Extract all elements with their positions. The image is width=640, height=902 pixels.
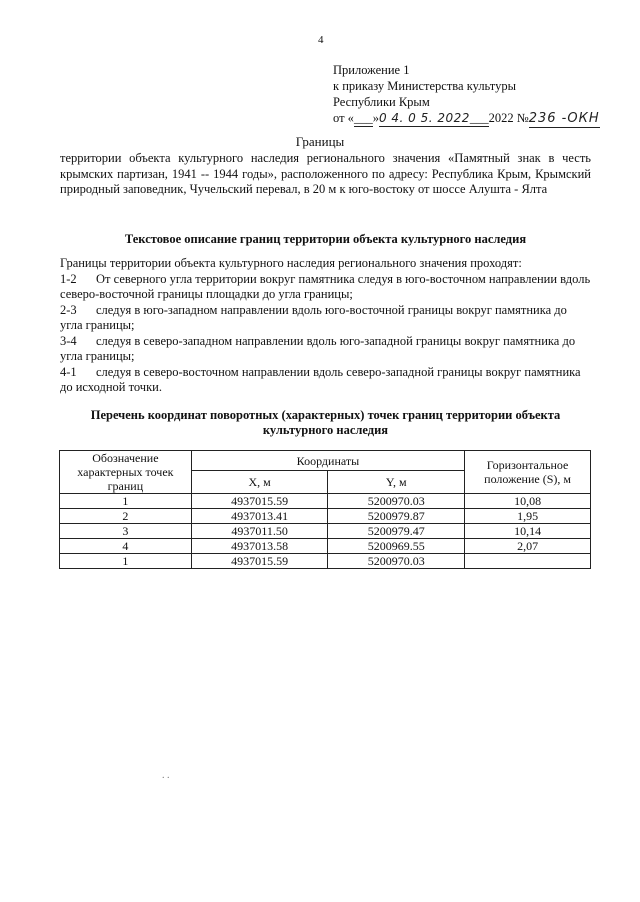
cell-point: 2 <box>60 509 192 524</box>
table-row <box>60 554 591 569</box>
segment-text: От северного угла территории вокруг памятника следуя в юго-восточном направлении вдоль северо-восточной границы площадки до угла границы; <box>60 271 591 301</box>
boundary-item <box>60 303 591 334</box>
cell-distance: 10,08 <box>465 494 591 509</box>
boundary-item <box>60 272 591 303</box>
segment-label: 1-2 <box>60 271 77 286</box>
cell-point: 4 <box>60 539 192 554</box>
table-row <box>60 539 591 554</box>
cell-distance: 10,14 <box>465 524 591 539</box>
table-row <box>60 494 591 509</box>
cell-x: 4937013.58 <box>191 539 328 554</box>
appendix-block <box>333 62 600 128</box>
appendix-line-1: Приложение 1 <box>333 63 410 77</box>
appendix-line-2: к приказу Министерства культуры <box>333 79 516 93</box>
cell-x: 4937013.41 <box>191 509 328 524</box>
header-coordinates: Координаты <box>191 451 464 471</box>
date-mid: » <box>372 111 379 125</box>
header-x: X, м <box>191 471 328 494</box>
segment-label: 4-1 <box>60 364 77 379</box>
cell-distance <box>465 554 591 569</box>
cell-point: 3 <box>60 524 192 539</box>
section-heading-line-2: культурного наследия <box>262 423 389 437</box>
scan-marks: . . <box>162 770 170 781</box>
table-row <box>60 524 591 539</box>
date-prefix: от « <box>333 111 354 125</box>
cell-x: 4937015.59 <box>191 494 328 509</box>
header-distance: Горизонтальное положение (S), м <box>465 451 591 494</box>
boundary-lead: Границы территории объекта культурного наследия регионального значения проходят: <box>60 256 522 270</box>
date-blank: ___ <box>469 111 489 125</box>
boundary-item <box>60 365 591 396</box>
table-row <box>60 509 591 524</box>
cell-y: 5200970.03 <box>328 494 465 509</box>
segment-label: 2-3 <box>60 302 77 317</box>
header-y: Y, м <box>328 471 465 494</box>
segment-text: следуя в северо-восточном направлении вдоль северо-западной границы вокруг памятника до исходной точки. <box>60 364 581 394</box>
cell-point: 1 <box>60 494 192 509</box>
handwritten-order-number: 236 -ОКН <box>528 111 600 126</box>
document-title: Границы <box>295 134 345 149</box>
segment-text: следуя в северо-западном направлении вдоль юго-западной границы вокруг памятника до угла границы; <box>60 333 576 363</box>
boundary-description <box>60 256 591 396</box>
section-heading-line-1: Перечень координат поворотных (характерных) точек границ территории объекта <box>90 408 561 422</box>
cell-y: 5200979.47 <box>328 524 465 539</box>
cell-y: 5200969.55 <box>328 539 465 554</box>
segment-label: 3-4 <box>60 333 77 348</box>
cell-point: 1 <box>60 554 192 569</box>
appendix-line-3: Республики Крым <box>333 95 430 109</box>
header-points: Обозначение характерных точек границ <box>60 451 192 494</box>
object-description: территории объекта культурного наследия регионального значения «Памятный знак в честь крымских партизан, 1941 -- 1944 годы», расположенного по адресу: Республика Крым, Крымский природный заповедник, Чучельский перевал, в 20 м к юго-востоку от шоссе Алушта - Ялта <box>60 151 591 196</box>
year-number-label: 2022 № <box>488 111 529 125</box>
cell-y: 5200979.87 <box>328 509 465 524</box>
coordinates-table <box>59 450 591 569</box>
handwritten-date: 0 4. 0 5. 2022 <box>378 111 470 125</box>
cell-x: 4937011.50 <box>191 524 328 539</box>
appendix-date-line <box>333 110 600 128</box>
segment-text: следуя в юго-западном направлении вдоль юго-восточной границы вокруг памятника до угла границы; <box>60 302 567 332</box>
section-heading-text-description: Текстовое описание границ территории объекта культурного наследия <box>124 232 527 246</box>
cell-y: 5200970.03 <box>328 554 465 569</box>
date-day-blank: ___ <box>353 111 373 125</box>
cell-x: 4937015.59 <box>191 554 328 569</box>
page-number: 4 <box>318 34 324 46</box>
cell-distance: 1,95 <box>465 509 591 524</box>
cell-distance: 2,07 <box>465 539 591 554</box>
section-heading-coordinates <box>60 408 591 438</box>
boundary-item <box>60 334 591 365</box>
